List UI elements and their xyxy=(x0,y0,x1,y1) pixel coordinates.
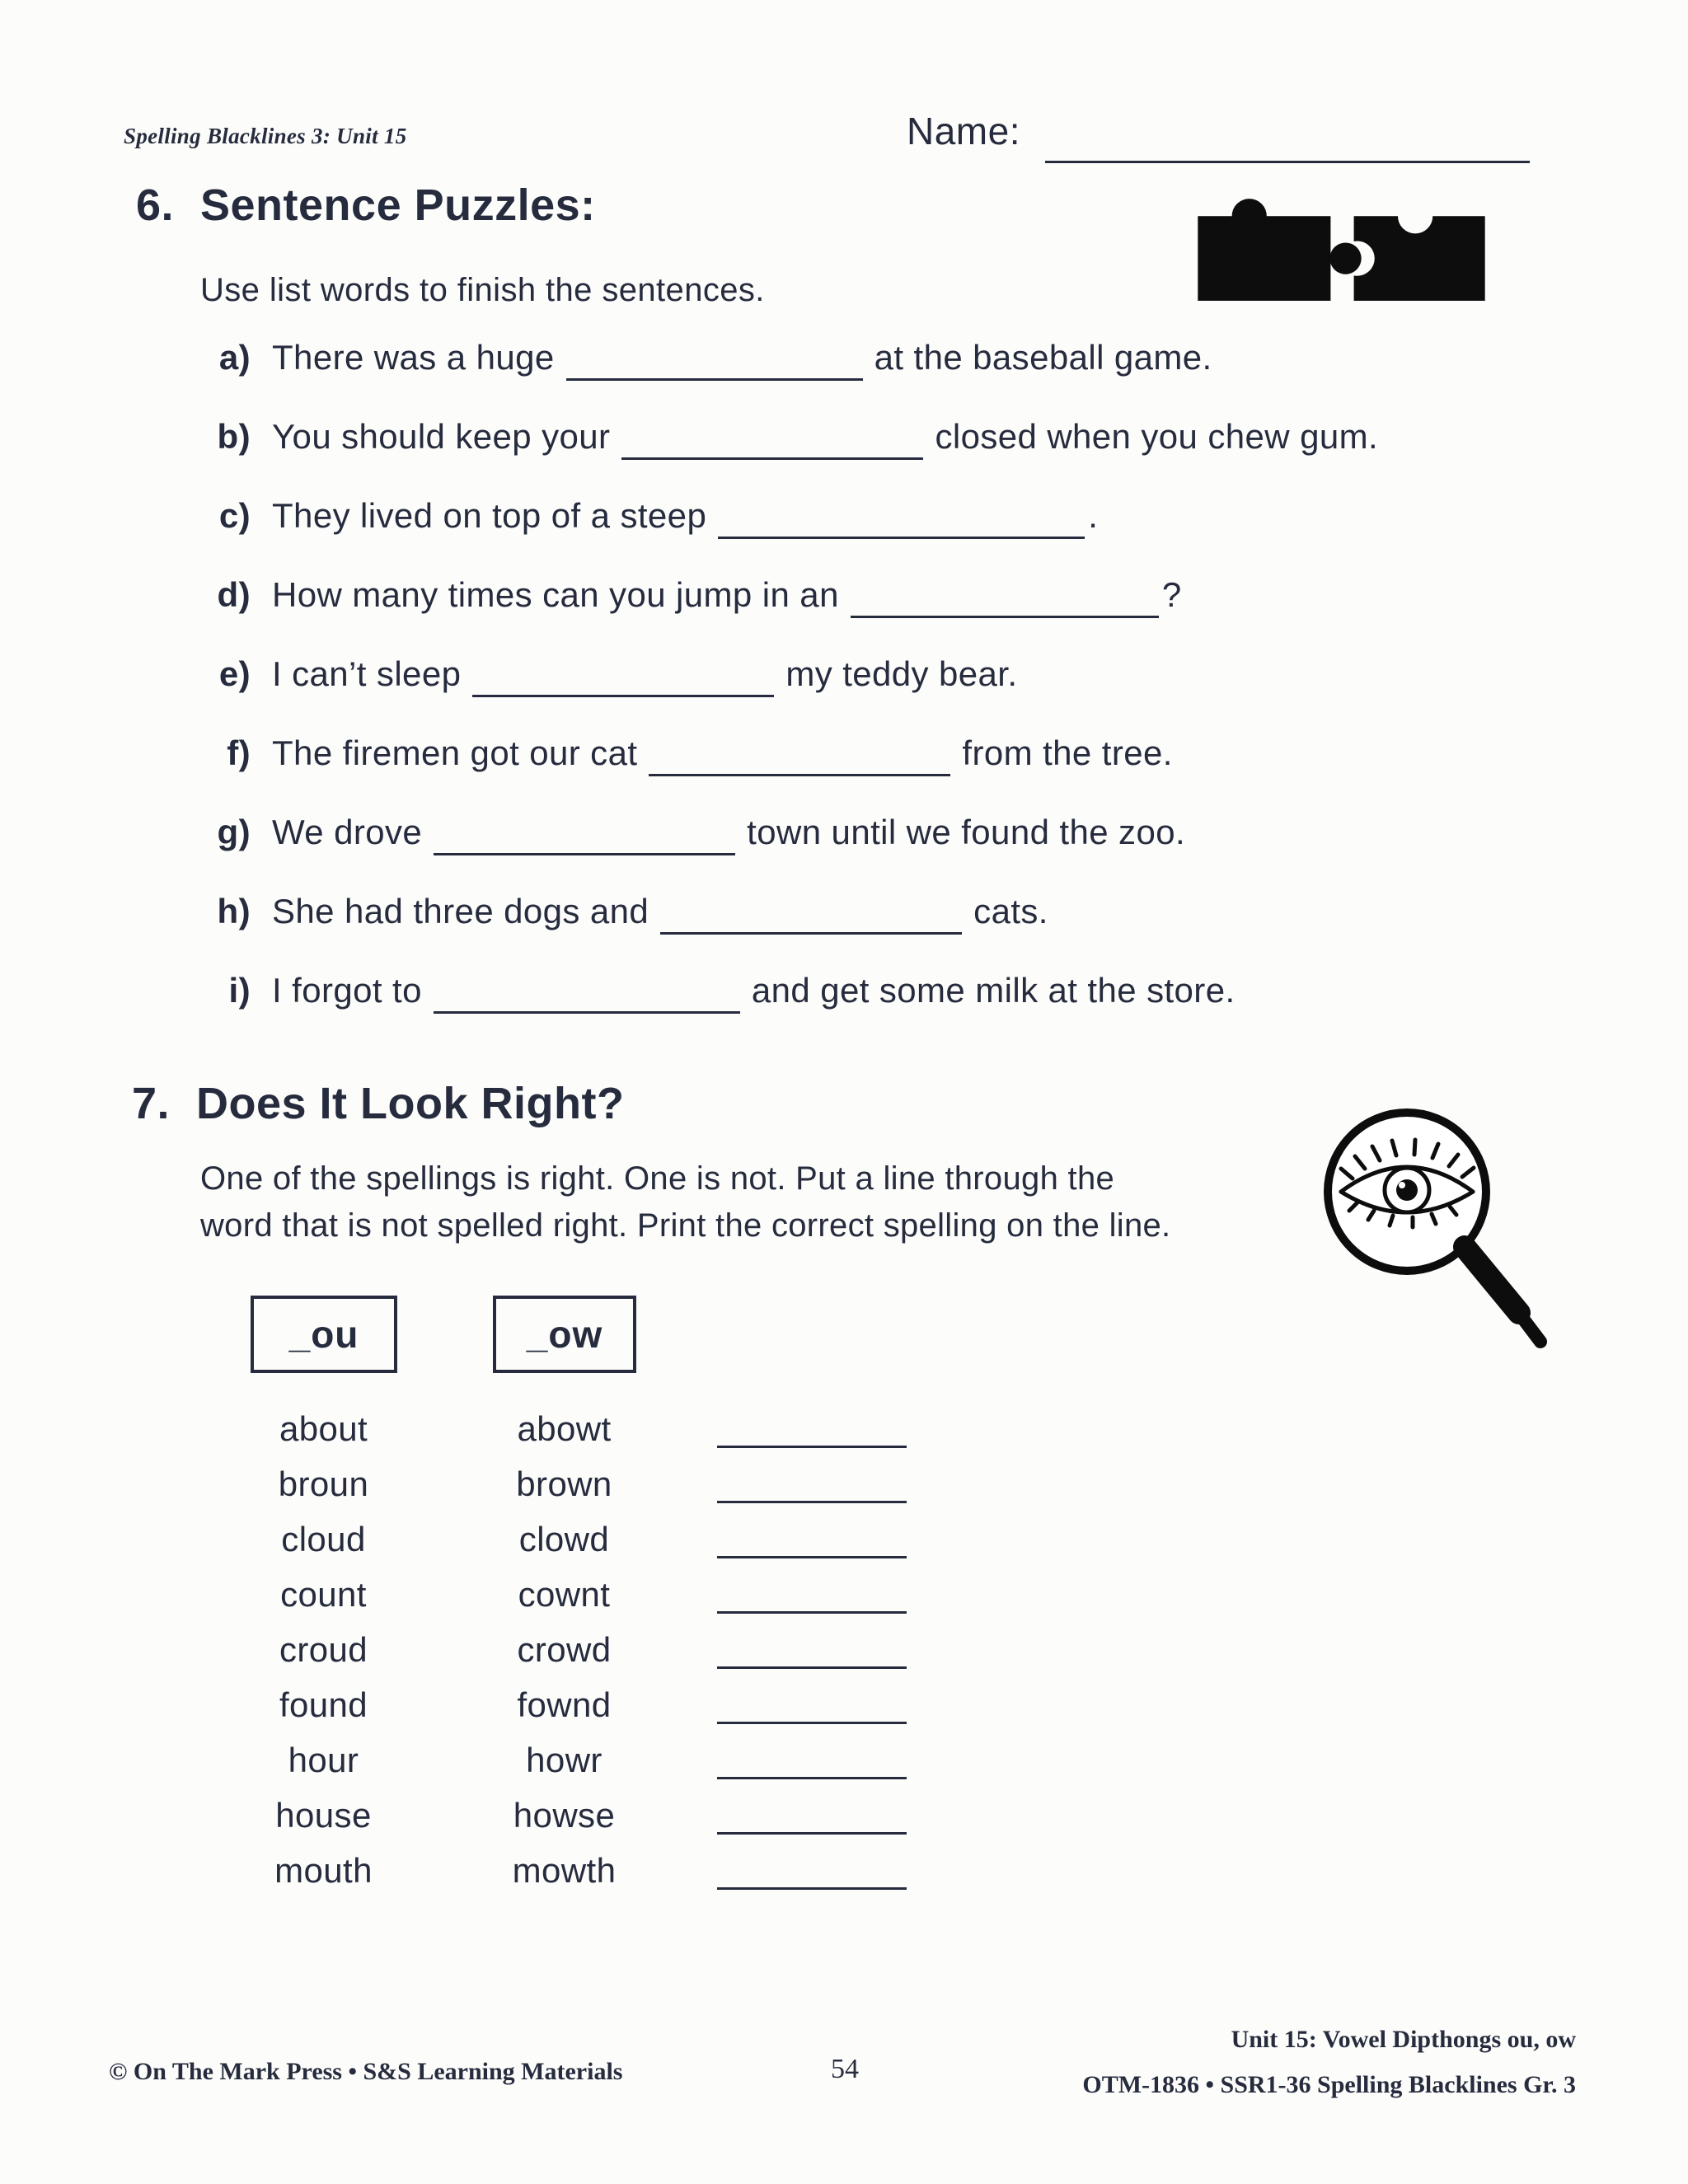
name-blank-line xyxy=(1045,105,1530,163)
item-text-before: I forgot to xyxy=(272,971,422,1010)
sentence-item-c xyxy=(196,476,1378,555)
item-text-before: How many times can you jump in an xyxy=(272,575,839,614)
item-label: e) xyxy=(218,654,251,693)
answer-line xyxy=(717,1666,907,1669)
sentence-item-b xyxy=(196,397,1378,476)
ow-word: howse xyxy=(513,1796,616,1835)
answer-blank xyxy=(434,826,735,855)
footer-catalog-number: OTM-1836 • SSR1-36 Spelling Blacklines Gr. 3 xyxy=(1082,2071,1576,2098)
column-header-ow-label: _ow xyxy=(526,1313,603,1356)
sentence-item-a xyxy=(196,318,1378,397)
page-number: 54 xyxy=(831,2054,859,2084)
ou-word: hour xyxy=(288,1741,359,1779)
ou-word: broun xyxy=(278,1465,369,1503)
ou-word: about xyxy=(279,1409,368,1448)
answer-line xyxy=(717,1446,907,1448)
ow-word: abowt xyxy=(517,1409,612,1448)
ow-word: fownd xyxy=(517,1685,612,1724)
ow-word: clowd xyxy=(518,1520,610,1558)
ou-word: house xyxy=(275,1796,372,1835)
answer-blank xyxy=(472,668,774,697)
footer-publisher: © On The Mark Press • S&S Learning Materials xyxy=(109,2058,623,2085)
answer-blank xyxy=(718,509,1085,539)
instructions-line2: word that is not spelled right. Print the correct spelling on the line. xyxy=(200,1207,1171,1244)
footer-unit-title: Unit 15: Vowel Dipthongs ou, ow xyxy=(1231,2026,1576,2053)
answer-blank xyxy=(621,430,923,460)
item-label: g) xyxy=(217,813,251,851)
column-header-ou xyxy=(251,1296,397,1373)
item-text-after: and get some milk at the store. xyxy=(751,971,1236,1010)
column-header-ow xyxy=(493,1296,636,1373)
item-text-before: You should keep your xyxy=(272,417,611,456)
ow-word: mowth xyxy=(512,1851,617,1890)
item-text-after: . xyxy=(1088,496,1099,535)
item-text-before: We drove xyxy=(272,813,423,851)
section6-number: 6. xyxy=(136,180,175,230)
sentence-item-d xyxy=(196,555,1378,635)
sentence-list xyxy=(196,318,1378,1030)
item-text-before: The firemen got our cat xyxy=(272,733,638,772)
item-label: f) xyxy=(227,733,251,772)
ou-word: found xyxy=(279,1685,368,1724)
answer-line xyxy=(717,1556,907,1558)
footer-unit-info xyxy=(1082,2017,1576,2107)
section7-heading xyxy=(132,1078,624,1129)
ou-word: mouth xyxy=(274,1851,373,1890)
sentence-item-g xyxy=(196,793,1378,872)
section7-title: Does It Look Right? xyxy=(196,1079,625,1128)
ow-word: cownt xyxy=(518,1575,611,1614)
name-label: Name: xyxy=(907,110,1020,152)
answer-blank xyxy=(434,984,740,1014)
item-label: c) xyxy=(218,496,251,535)
item-text-after: closed when you chew gum. xyxy=(935,417,1379,456)
item-text-after: cats. xyxy=(973,892,1048,930)
section6-title: Sentence Puzzles: xyxy=(200,180,596,230)
item-text-after: ? xyxy=(1161,575,1182,614)
item-label: i) xyxy=(228,971,251,1010)
section6-instructions: Use list words to finish the sentences. xyxy=(200,272,765,308)
ou-word: count xyxy=(280,1575,367,1614)
magnifying-glass-eye-icon xyxy=(1306,1094,1555,1381)
section7-number: 7. xyxy=(132,1079,171,1128)
item-label: a) xyxy=(218,338,251,377)
answer-line xyxy=(717,1777,907,1779)
sentence-item-h xyxy=(196,872,1378,951)
answer-line xyxy=(717,1722,907,1724)
ow-word: howr xyxy=(526,1741,603,1779)
section6-heading xyxy=(136,180,596,231)
answer-line xyxy=(717,1832,907,1835)
ou-word: croud xyxy=(279,1630,368,1669)
ou-word: cloud xyxy=(281,1520,366,1558)
item-text-after: at the baseball game. xyxy=(874,338,1212,377)
instructions-line1: One of the spellings is right. One is not. Put a line through the xyxy=(200,1160,1115,1197)
answer-blank xyxy=(649,747,950,776)
answer-blank xyxy=(566,351,863,381)
ow-word: crowd xyxy=(517,1630,612,1669)
sentence-item-f xyxy=(196,714,1378,793)
column-header-ou-label: _ou xyxy=(288,1313,359,1356)
item-text-before: There was a huge xyxy=(272,338,555,377)
item-text-before: They lived on top of a steep xyxy=(272,496,707,535)
sentence-item-e xyxy=(196,635,1378,714)
answer-blank xyxy=(851,588,1159,618)
item-label: d) xyxy=(217,575,251,614)
item-text-after: my teddy bear. xyxy=(785,654,1018,693)
item-text-after: town until we found the zoo. xyxy=(747,813,1186,851)
section7-instructions xyxy=(200,1155,1305,1249)
booklet-title: Spelling Blacklines 3: Unit 15 xyxy=(124,124,407,148)
item-label: b) xyxy=(217,417,251,456)
item-text-after: from the tree. xyxy=(962,733,1173,772)
item-text-before: I can’t sleep xyxy=(272,654,462,693)
item-label: h) xyxy=(217,892,251,930)
item-text-before: She had three dogs and xyxy=(272,892,649,930)
ow-word: brown xyxy=(516,1465,612,1503)
sentence-item-i xyxy=(196,951,1378,1030)
answer-line xyxy=(717,1501,907,1503)
answer-line xyxy=(717,1887,907,1890)
puzzle-pieces-icon xyxy=(1191,188,1494,308)
answer-blank xyxy=(660,905,962,935)
answer-line xyxy=(717,1611,907,1614)
